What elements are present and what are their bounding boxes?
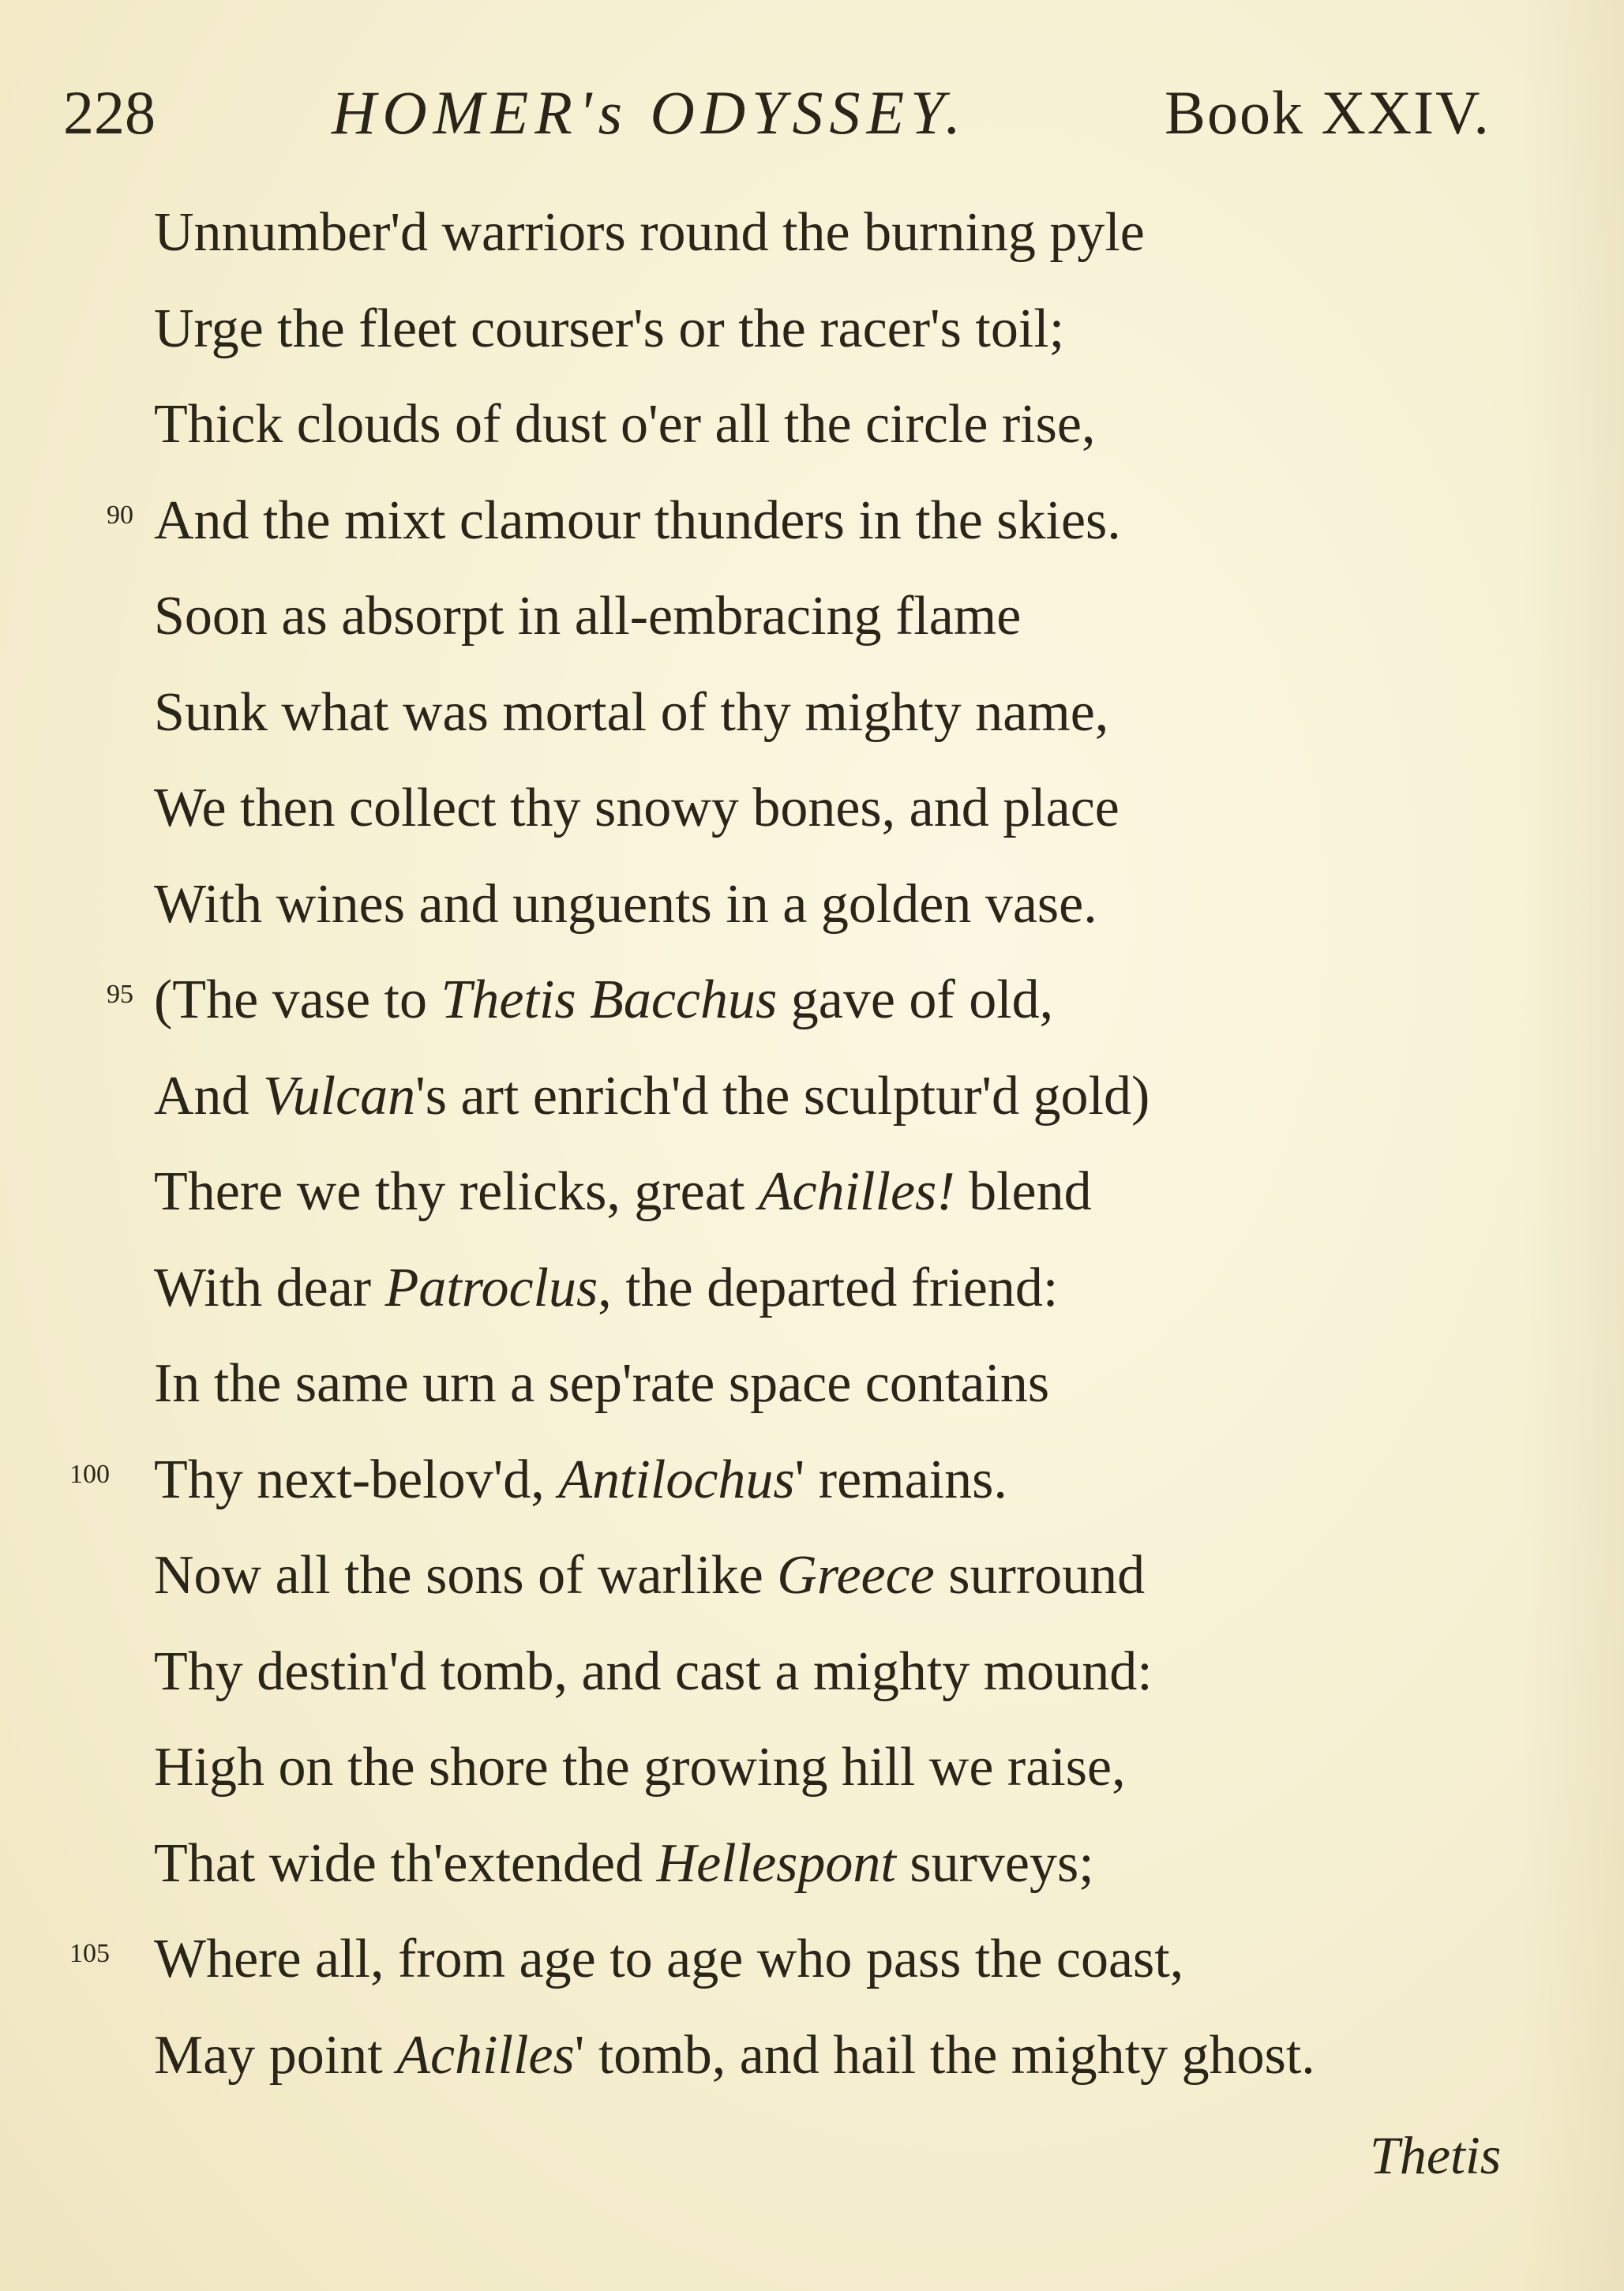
verse-italic-segment: Achilles bbox=[396, 2024, 575, 2086]
verse-italic-segment: Antilochus bbox=[558, 1449, 795, 1510]
verse-line bbox=[154, 189, 1145, 276]
verse-line bbox=[154, 381, 1096, 468]
verse-line bbox=[154, 1245, 1058, 1332]
verse-segment: Now all the sons of warlike bbox=[154, 1545, 778, 1606]
catchword: Thetis bbox=[1370, 2125, 1502, 2185]
verse-line bbox=[154, 1629, 1153, 1715]
verse-segment: Soon as absorpt in all-embracing flame bbox=[154, 586, 1022, 647]
page-number: 228 bbox=[63, 78, 156, 147]
verse-line bbox=[154, 2012, 1315, 2099]
verse-line bbox=[154, 669, 1108, 756]
verse-segment: High on the shore the growing hill we raise, bbox=[154, 1737, 1126, 1798]
verse-segment: With dear bbox=[154, 1257, 385, 1318]
verse-segment: That wide th'extended bbox=[154, 1832, 657, 1894]
verse-line bbox=[154, 1724, 1126, 1811]
line-number: 95 bbox=[107, 980, 133, 1009]
verse-segment: 's art enrich'd the sculptur'd gold) bbox=[415, 1065, 1150, 1127]
verse-line bbox=[154, 1916, 1183, 2003]
verse-line bbox=[154, 478, 1121, 564]
line-number: 90 bbox=[107, 500, 133, 530]
verse-line bbox=[154, 1340, 1049, 1427]
verse-italic-segment: Vulcan bbox=[263, 1065, 416, 1127]
running-header bbox=[63, 69, 1563, 156]
verse-segment: ' tomb, and hail the mighty ghost. bbox=[574, 2024, 1315, 2086]
verse-segment: surveys; bbox=[895, 1832, 1094, 1894]
verse-segment: Thick clouds of dust o'er all the circle rise, bbox=[154, 394, 1096, 455]
running-title: HOMER's ODYSSEY. bbox=[332, 78, 967, 147]
verse-line bbox=[154, 1149, 1092, 1235]
verse-italic-segment: Achilles! bbox=[758, 1161, 955, 1222]
verse-italic-segment: Hellespont bbox=[656, 1832, 896, 1894]
verse-segment: Where all, from age to age who pass the coast, bbox=[154, 1929, 1184, 1989]
verse-segment: Thy destin'd tomb, and cast a mighty mound: bbox=[154, 1640, 1153, 1702]
line-number: 105 bbox=[69, 1939, 110, 1968]
verse-segment: (The vase to bbox=[154, 969, 441, 1030]
verse-segment: gave of old, bbox=[777, 969, 1054, 1030]
verse-line bbox=[154, 765, 1120, 852]
verse-italic-segment: Greece bbox=[777, 1545, 935, 1606]
line-number: 100 bbox=[69, 1459, 110, 1489]
verse-line bbox=[154, 957, 1053, 1044]
verse-segment: ' remains. bbox=[794, 1449, 1007, 1510]
verse-segment: In the same urn a sep'rate space contains bbox=[154, 1353, 1050, 1414]
verse-segment: With wines and unguents in a golden vase. bbox=[154, 873, 1097, 935]
verse-italic-segment: Thetis Bacchus bbox=[441, 969, 778, 1030]
verse-segment: Sunk what was mortal of thy mighty name, bbox=[154, 681, 1109, 743]
verse-segment: Unnumber'd warriors round the burning pyle bbox=[154, 202, 1145, 263]
book-label: Book XXIV. bbox=[1165, 78, 1491, 147]
verse-line bbox=[154, 1437, 1007, 1524]
verse-segment: , the departed friend: bbox=[598, 1257, 1059, 1318]
verse-line bbox=[154, 1820, 1094, 1907]
verse-segment: May point bbox=[154, 2024, 397, 2086]
verse-line bbox=[154, 861, 1097, 948]
verse-segment: surround bbox=[934, 1545, 1146, 1606]
verse-line bbox=[154, 1532, 1145, 1619]
facing-page-bleed bbox=[1521, 0, 1624, 2291]
verse-segment: Thy next-belov'd, bbox=[154, 1449, 559, 1510]
verse-segment: Urge the fleet courser's or the racer's toil; bbox=[154, 298, 1065, 359]
verse-segment: And the mixt clamour thunders in the skies. bbox=[154, 489, 1121, 551]
verse-line bbox=[154, 286, 1064, 373]
verse-italic-segment: Patroclus bbox=[384, 1257, 598, 1318]
verse-segment: blend bbox=[955, 1161, 1092, 1222]
verse-segment: We then collect thy snowy bones, and place bbox=[154, 778, 1120, 838]
verse-segment: There we thy relicks, great bbox=[154, 1161, 759, 1222]
verse-line bbox=[154, 573, 1021, 660]
verse-line bbox=[154, 1053, 1150, 1140]
verse-segment: And bbox=[154, 1065, 264, 1127]
